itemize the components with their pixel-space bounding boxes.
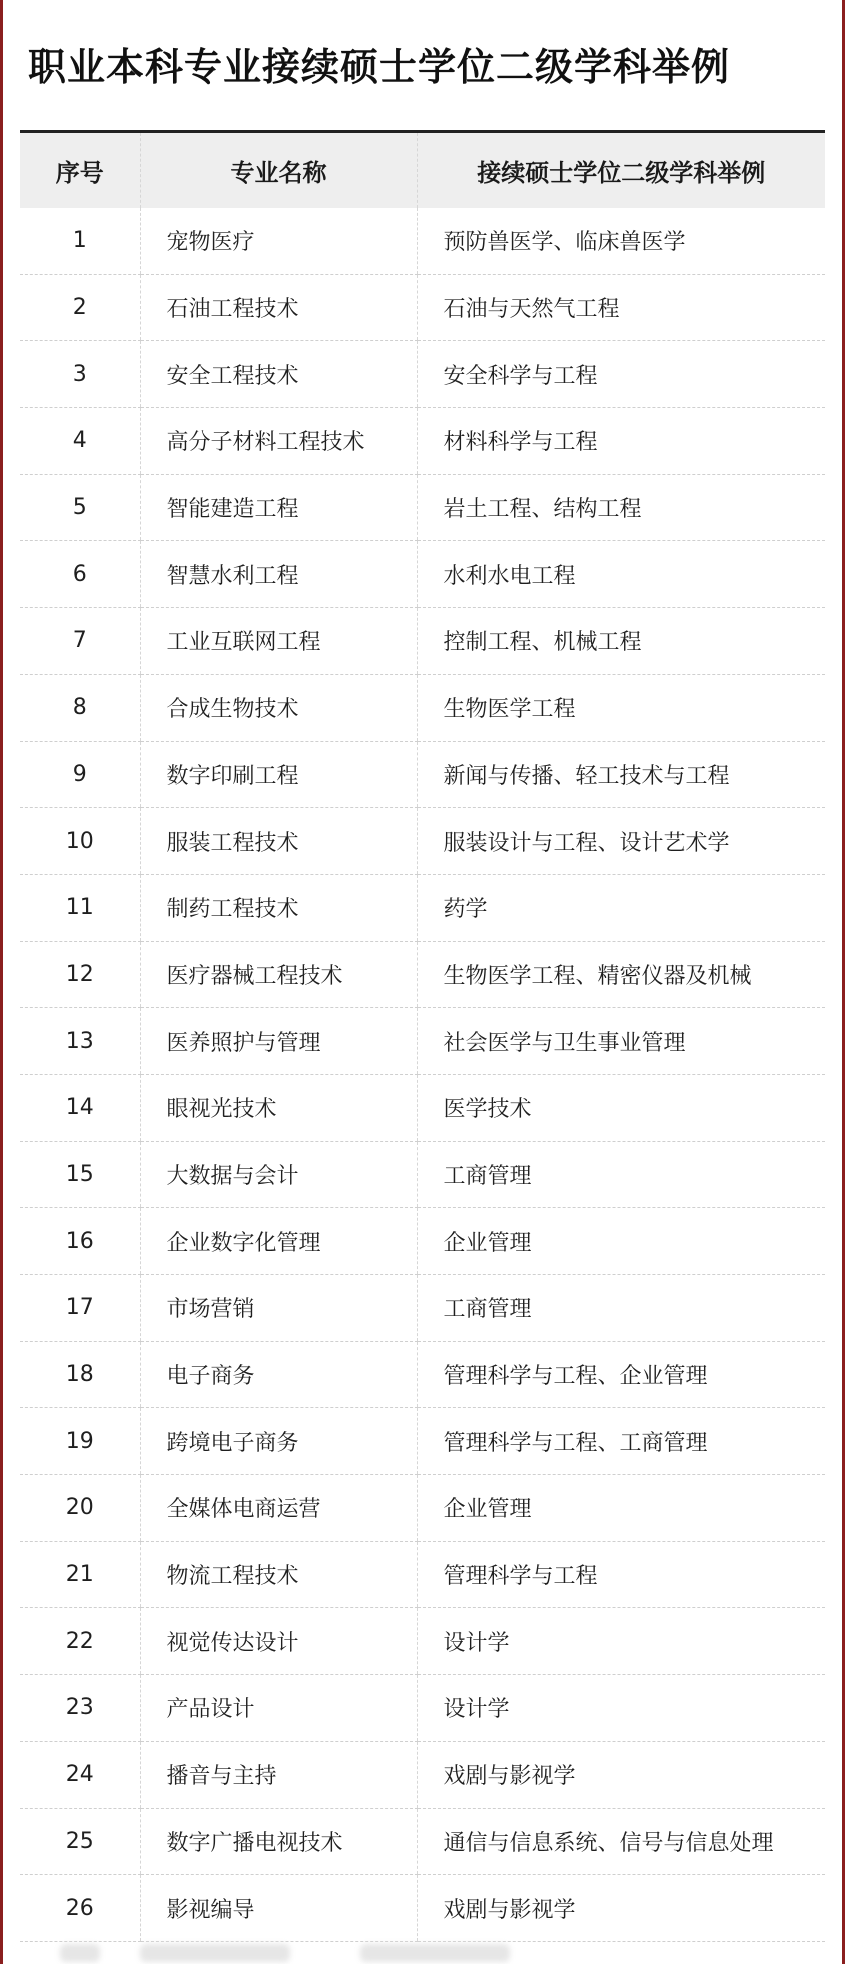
row-subject-examples: 服装设计与工程、设计艺术学 — [417, 808, 825, 875]
row-index: 16 — [20, 1208, 140, 1275]
row-index: 21 — [20, 1541, 140, 1608]
row-subject-examples: 社会医学与卫生事业管理 — [417, 1008, 825, 1075]
row-subject-examples: 管理科学与工程、工商管理 — [417, 1408, 825, 1475]
row-major-name: 工业互联网工程 — [140, 608, 417, 675]
row-subject-examples: 石油与天然气工程 — [417, 274, 825, 341]
table-row — [20, 1475, 825, 1542]
row-index: 20 — [20, 1475, 140, 1542]
table-row — [20, 608, 825, 675]
table-row — [20, 674, 825, 741]
row-index: 4 — [20, 408, 140, 475]
row-index: 9 — [20, 741, 140, 808]
row-major-name: 电子商务 — [140, 1341, 417, 1408]
row-subject-examples: 材料科学与工程 — [417, 408, 825, 475]
table-row — [20, 408, 825, 475]
row-subject-examples: 岩土工程、结构工程 — [417, 474, 825, 541]
table-row — [20, 1541, 825, 1608]
blurred-cut-off-row — [20, 1938, 825, 1964]
row-index: 14 — [20, 1074, 140, 1141]
row-major-name: 跨境电子商务 — [140, 1408, 417, 1475]
row-index: 10 — [20, 808, 140, 875]
table-row — [20, 1608, 825, 1675]
row-subject-examples: 管理科学与工程 — [417, 1541, 825, 1608]
table-row — [20, 1808, 825, 1875]
row-subject-examples: 生物医学工程、精密仪器及机械 — [417, 941, 825, 1008]
row-index: 23 — [20, 1675, 140, 1742]
row-index: 7 — [20, 608, 140, 675]
row-index: 17 — [20, 1275, 140, 1342]
row-index: 1 — [20, 208, 140, 274]
row-major-name: 视觉传达设计 — [140, 1608, 417, 1675]
row-subject-examples: 企业管理 — [417, 1475, 825, 1542]
row-subject-examples: 设计学 — [417, 1675, 825, 1742]
row-major-name: 物流工程技术 — [140, 1541, 417, 1608]
table-row — [20, 941, 825, 1008]
table-row — [20, 1408, 825, 1475]
row-index: 15 — [20, 1141, 140, 1208]
table-row — [20, 1741, 825, 1808]
row-index: 6 — [20, 541, 140, 608]
row-index: 3 — [20, 341, 140, 408]
row-major-name: 市场营销 — [140, 1275, 417, 1342]
table-row — [20, 741, 825, 808]
table-header-row — [20, 132, 825, 209]
majors-table — [20, 130, 825, 1942]
row-major-name: 宠物医疗 — [140, 208, 417, 274]
row-subject-examples: 新闻与传播、轻工技术与工程 — [417, 741, 825, 808]
row-major-name: 智能建造工程 — [140, 474, 417, 541]
row-index: 11 — [20, 874, 140, 941]
row-subject-examples: 通信与信息系统、信号与信息处理 — [417, 1808, 825, 1875]
row-subject-examples: 安全科学与工程 — [417, 341, 825, 408]
row-subject-examples: 药学 — [417, 874, 825, 941]
row-major-name: 服装工程技术 — [140, 808, 417, 875]
header-index: 序号 — [55, 159, 104, 187]
row-major-name: 眼视光技术 — [140, 1074, 417, 1141]
table-body — [20, 208, 825, 1941]
row-subject-examples: 生物医学工程 — [417, 674, 825, 741]
row-index: 24 — [20, 1741, 140, 1808]
row-index: 5 — [20, 474, 140, 541]
row-subject-examples: 戏剧与影视学 — [417, 1741, 825, 1808]
row-major-name: 高分子材料工程技术 — [140, 408, 417, 475]
row-subject-examples: 水利水电工程 — [417, 541, 825, 608]
table-row — [20, 1074, 825, 1141]
row-index: 12 — [20, 941, 140, 1008]
row-major-name: 产品设计 — [140, 1675, 417, 1742]
row-subject-examples: 控制工程、机械工程 — [417, 608, 825, 675]
row-subject-examples: 企业管理 — [417, 1208, 825, 1275]
header-subject: 接续硕士学位二级学科举例 — [417, 132, 825, 209]
row-index: 2 — [20, 274, 140, 341]
row-subject-examples: 工商管理 — [417, 1141, 825, 1208]
row-major-name: 数字广播电视技术 — [140, 1808, 417, 1875]
table-row — [20, 274, 825, 341]
table-row — [20, 1141, 825, 1208]
row-major-name: 石油工程技术 — [140, 274, 417, 341]
row-major-name: 医疗器械工程技术 — [140, 941, 417, 1008]
row-major-name: 合成生物技术 — [140, 674, 417, 741]
row-major-name: 影视编导 — [140, 1875, 417, 1942]
row-major-name: 数字印刷工程 — [140, 741, 417, 808]
table-row — [20, 541, 825, 608]
table-row — [20, 874, 825, 941]
table-row — [20, 474, 825, 541]
row-major-name: 企业数字化管理 — [140, 1208, 417, 1275]
row-index: 26 — [20, 1875, 140, 1942]
table-row — [20, 1208, 825, 1275]
row-index: 19 — [20, 1408, 140, 1475]
table-row — [20, 1675, 825, 1742]
page-title: 职业本科专业接续硕士学位二级学科举例 — [28, 45, 731, 89]
table-row — [20, 1008, 825, 1075]
row-subject-examples: 工商管理 — [417, 1275, 825, 1342]
row-index: 13 — [20, 1008, 140, 1075]
row-major-name: 制药工程技术 — [140, 874, 417, 941]
row-subject-examples: 戏剧与影视学 — [417, 1875, 825, 1942]
row-major-name: 播音与主持 — [140, 1741, 417, 1808]
table-row — [20, 341, 825, 408]
row-major-name: 医养照护与管理 — [140, 1008, 417, 1075]
table-row — [20, 1275, 825, 1342]
table-row — [20, 808, 825, 875]
row-major-name: 全媒体电商运营 — [140, 1475, 417, 1542]
row-major-name: 安全工程技术 — [140, 341, 417, 408]
row-index: 25 — [20, 1808, 140, 1875]
table-row — [20, 208, 825, 274]
row-index: 22 — [20, 1608, 140, 1675]
row-index: 8 — [20, 674, 140, 741]
row-subject-examples: 管理科学与工程、企业管理 — [417, 1341, 825, 1408]
row-subject-examples: 设计学 — [417, 1608, 825, 1675]
row-major-name: 大数据与会计 — [140, 1141, 417, 1208]
row-subject-examples: 预防兽医学、临床兽医学 — [417, 208, 825, 274]
row-major-name: 智慧水利工程 — [140, 541, 417, 608]
header-major: 专业名称 — [140, 132, 417, 209]
table-row — [20, 1875, 825, 1942]
table-row — [20, 1341, 825, 1408]
row-subject-examples: 医学技术 — [417, 1074, 825, 1141]
row-index: 18 — [20, 1341, 140, 1408]
